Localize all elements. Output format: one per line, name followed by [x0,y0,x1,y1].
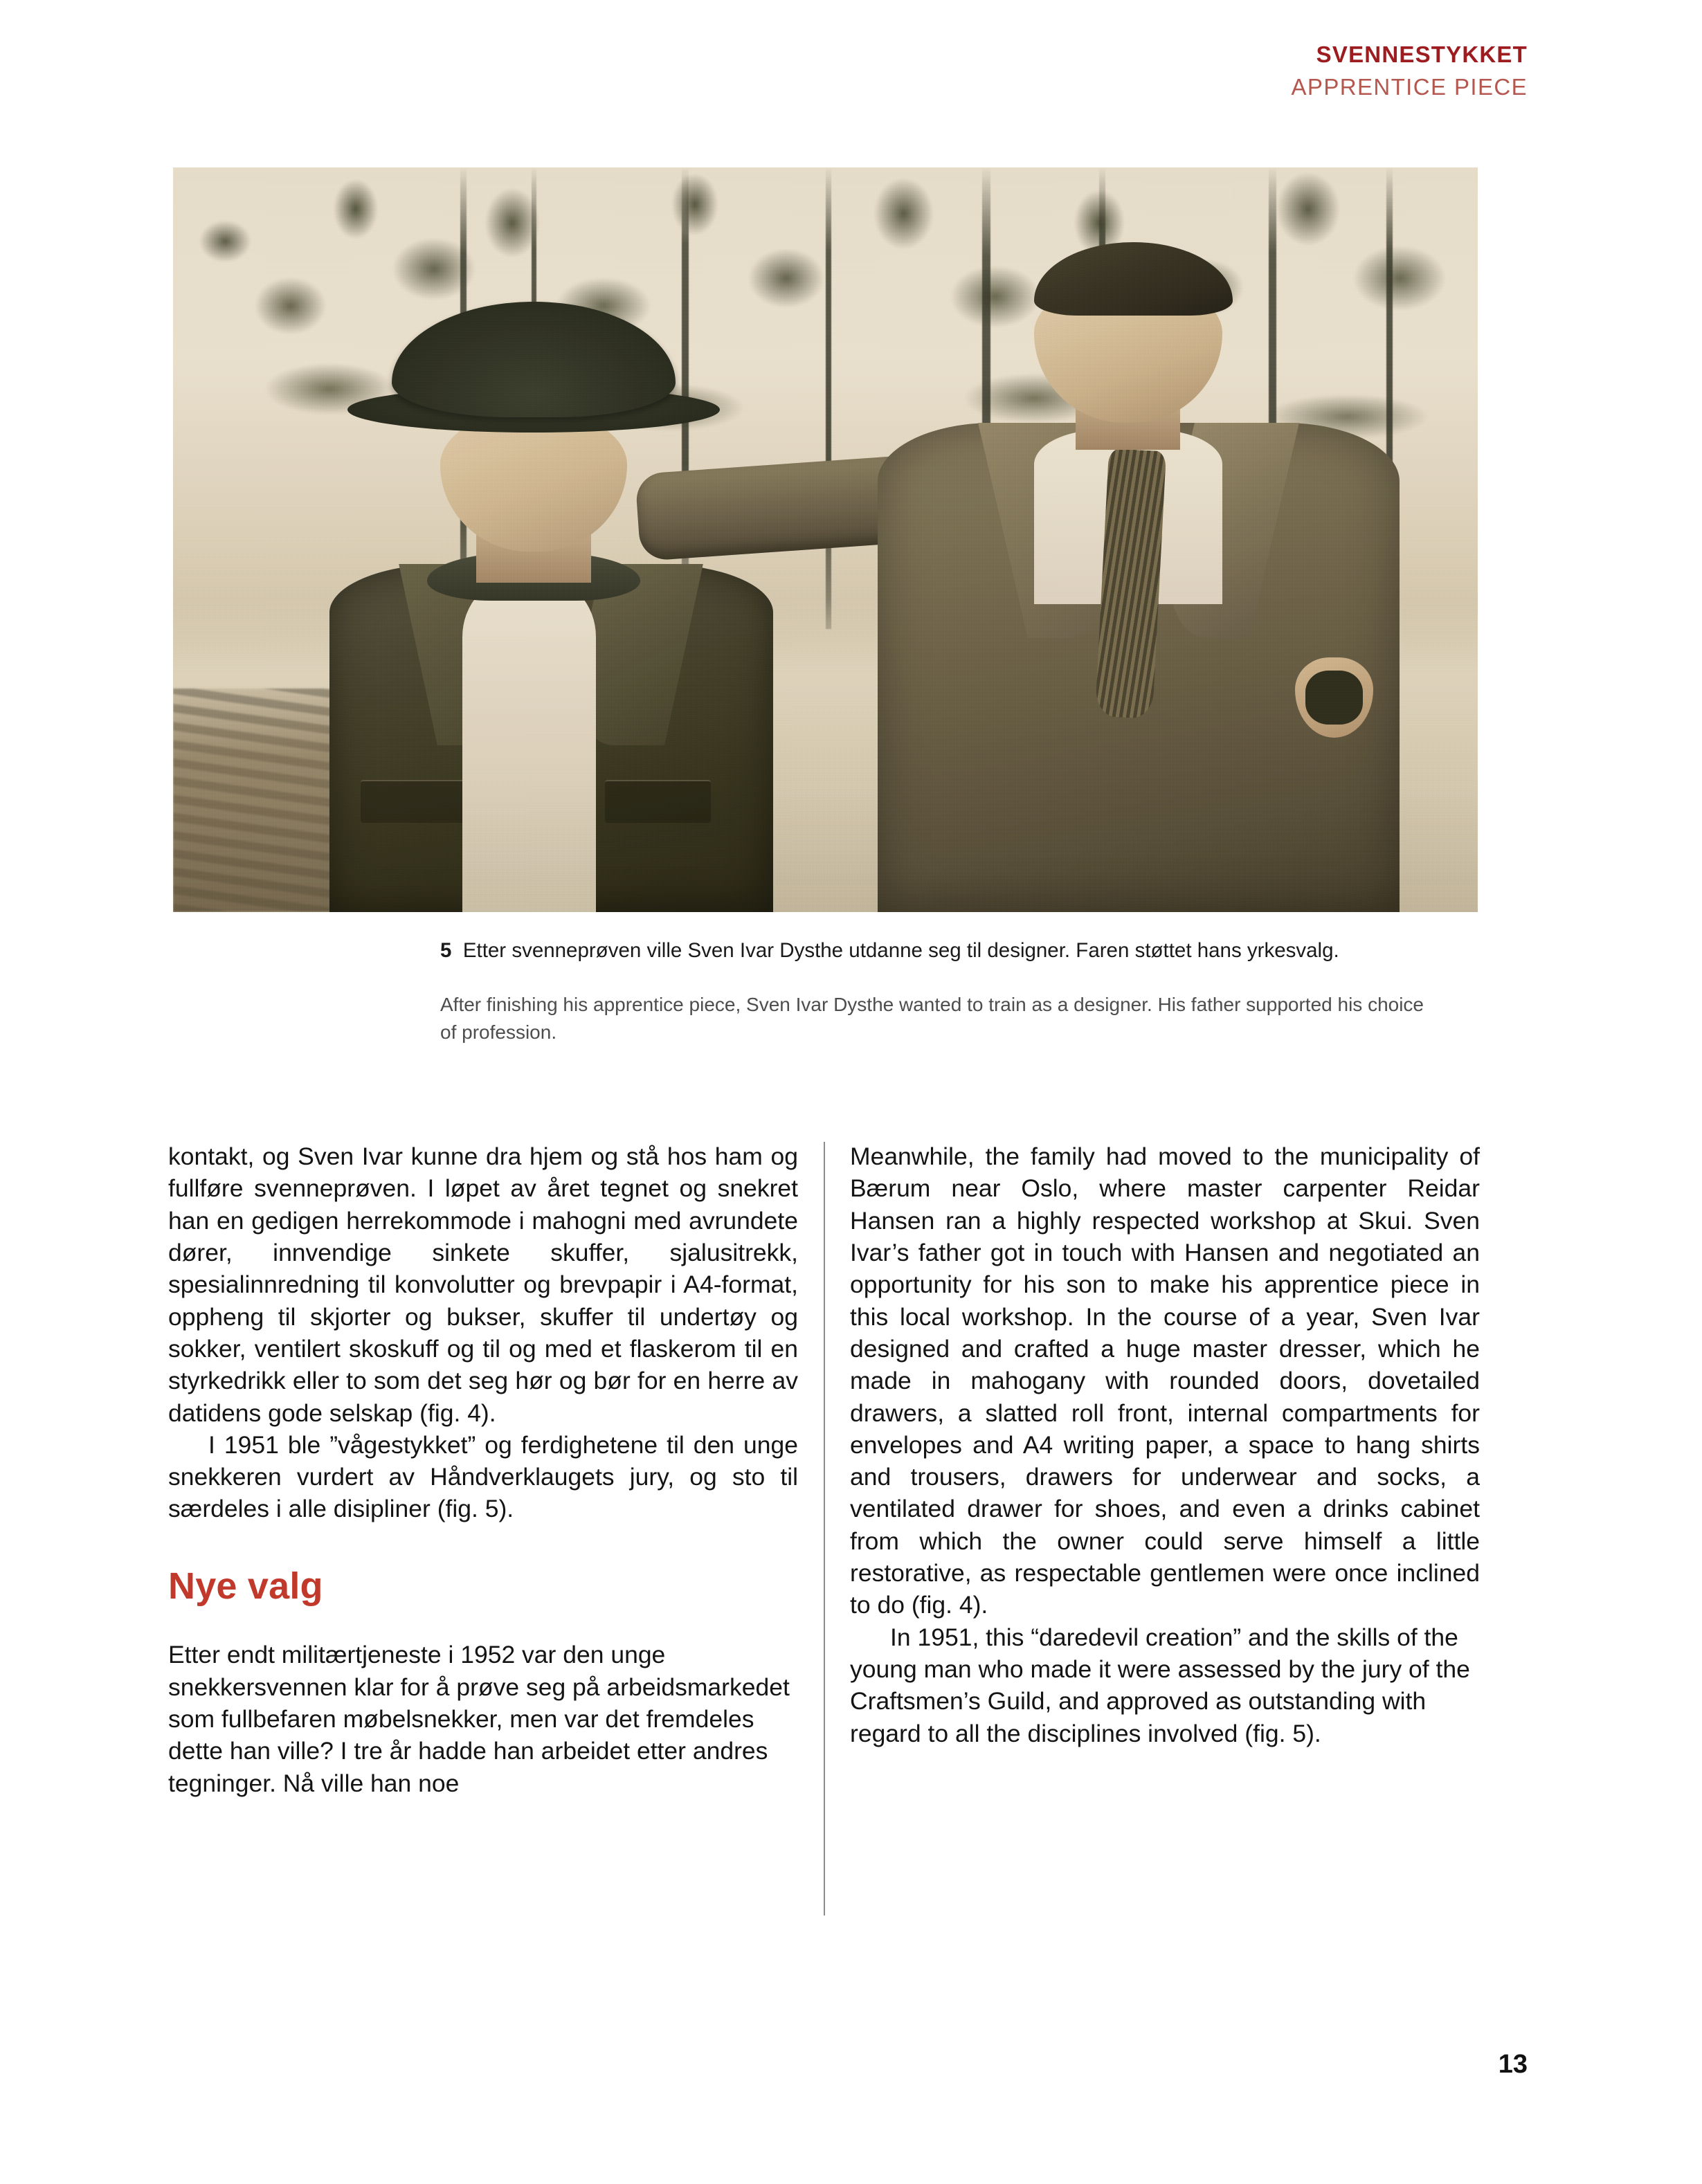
body-columns [168,1140,1480,2005]
figure-caption [440,937,1478,1046]
caption-norwegian-line [440,937,1478,965]
paragraph: In 1951, this “daredevil creation” and the skills of the young man who made it were assessed by the jury of the Craftsmen’s Guild, and approved as outstanding with regard to all the disciplines involved (fig. 5). [850,1623,1470,1747]
caption-number: 5 [440,939,452,962]
photo-canvas [173,167,1478,912]
section-heading-nye-valg: Nye valg [168,1565,323,1607]
photo-young-man [329,302,773,912]
photo-young-man-tshirt [462,576,595,912]
column-divider [824,1142,825,1915]
caption-norwegian-text: Etter svenneprøven ville Sven Ivar Dysthe utdanne seg til designer. Faren støttet hans yrkesvalg. [462,939,1339,962]
paragraph: kontakt, og Sven Ivar kunne dra hjem og stå hos ham og fullføre svenneprøven. I løpet av året tegnet og snekret han en gedigen herrekommode i mahogni med avrundete dører, innvendige sinkete skuffer, sjalusitrekk, spesialinnredning til konvolutter og brevpapir i A4-format, oppheng til skjorter og bukser, skuffer til undertøy og sokker, ventilert skoskuff og til og med et flaskerom til en styrkedrikk eller to som det seg hør og bør for en herre av datidens gode selskap (fig. 4). [168,1143,798,1427]
column-left-norwegian [168,1140,798,1799]
photo-jacket-pocket-left [361,780,467,823]
paragraph: Meanwhile, the family had moved to the municipality of Bærum near Oslo, where master carpenter Reidar Hansen ran a highly respected workshop at Skui. Sven Ivar’s father got in touch with Hansen and negotiated an opportunity for his son to make his apprentice piece in this local workshop. In the course of a year, Sven Ivar designed and crafted a huge master dresser, which he made in mahogany with rounded doors, dovetailed drawers, a slatted roll front, internal compartments for envelopes and A4 writing paper, a space to hang shirts and trousers, drawers for underwear and socks, a ventilated drawer for shoes, and even a drinks cabinet from which the owner could serve himself a little restorative, as respectable gentlemen were once inclined to do (fig. 4). [850,1143,1480,1619]
photo-tree-trunk [826,167,831,629]
photo-older-man [878,242,1400,912]
column-right-english [850,1140,1480,1749]
paragraph: I 1951 ble ”vågestykket” og ferdighetene til den unge snekkeren vurdert av Håndverklaugets jury, og sto til særdeles i alle disipliner (fig. 5). [168,1430,798,1523]
caption-english-text: After finishing his apprentice piece, Sven Ivar Dysthe wanted to train as a designer. His father supported his choice of profession. [440,993,1424,1043]
page-number: 13 [1498,2050,1528,2079]
photo-older-man-hand-object [1305,671,1363,724]
figure-photograph [173,167,1478,912]
photo-young-man-hat [392,302,676,418]
running-head-norwegian: SVENNESTYKKET [1316,42,1528,67]
photo-older-man-hair [1034,242,1233,316]
running-head-english: APPRENTICE PIECE [1291,74,1528,100]
running-head [1292,43,1528,98]
paragraph: Etter endt militærtjeneste i 1952 var den unge snekkersvennen klar for å prøve seg på arbeidsmarkedet som fullbefaren møbelsnekker, men var det fremdeles dette han ville? I tre år hadde han arbeidet etter andres tegninger. Nå ville han noe [168,1641,790,1797]
photo-jacket-pocket-right [605,780,712,823]
